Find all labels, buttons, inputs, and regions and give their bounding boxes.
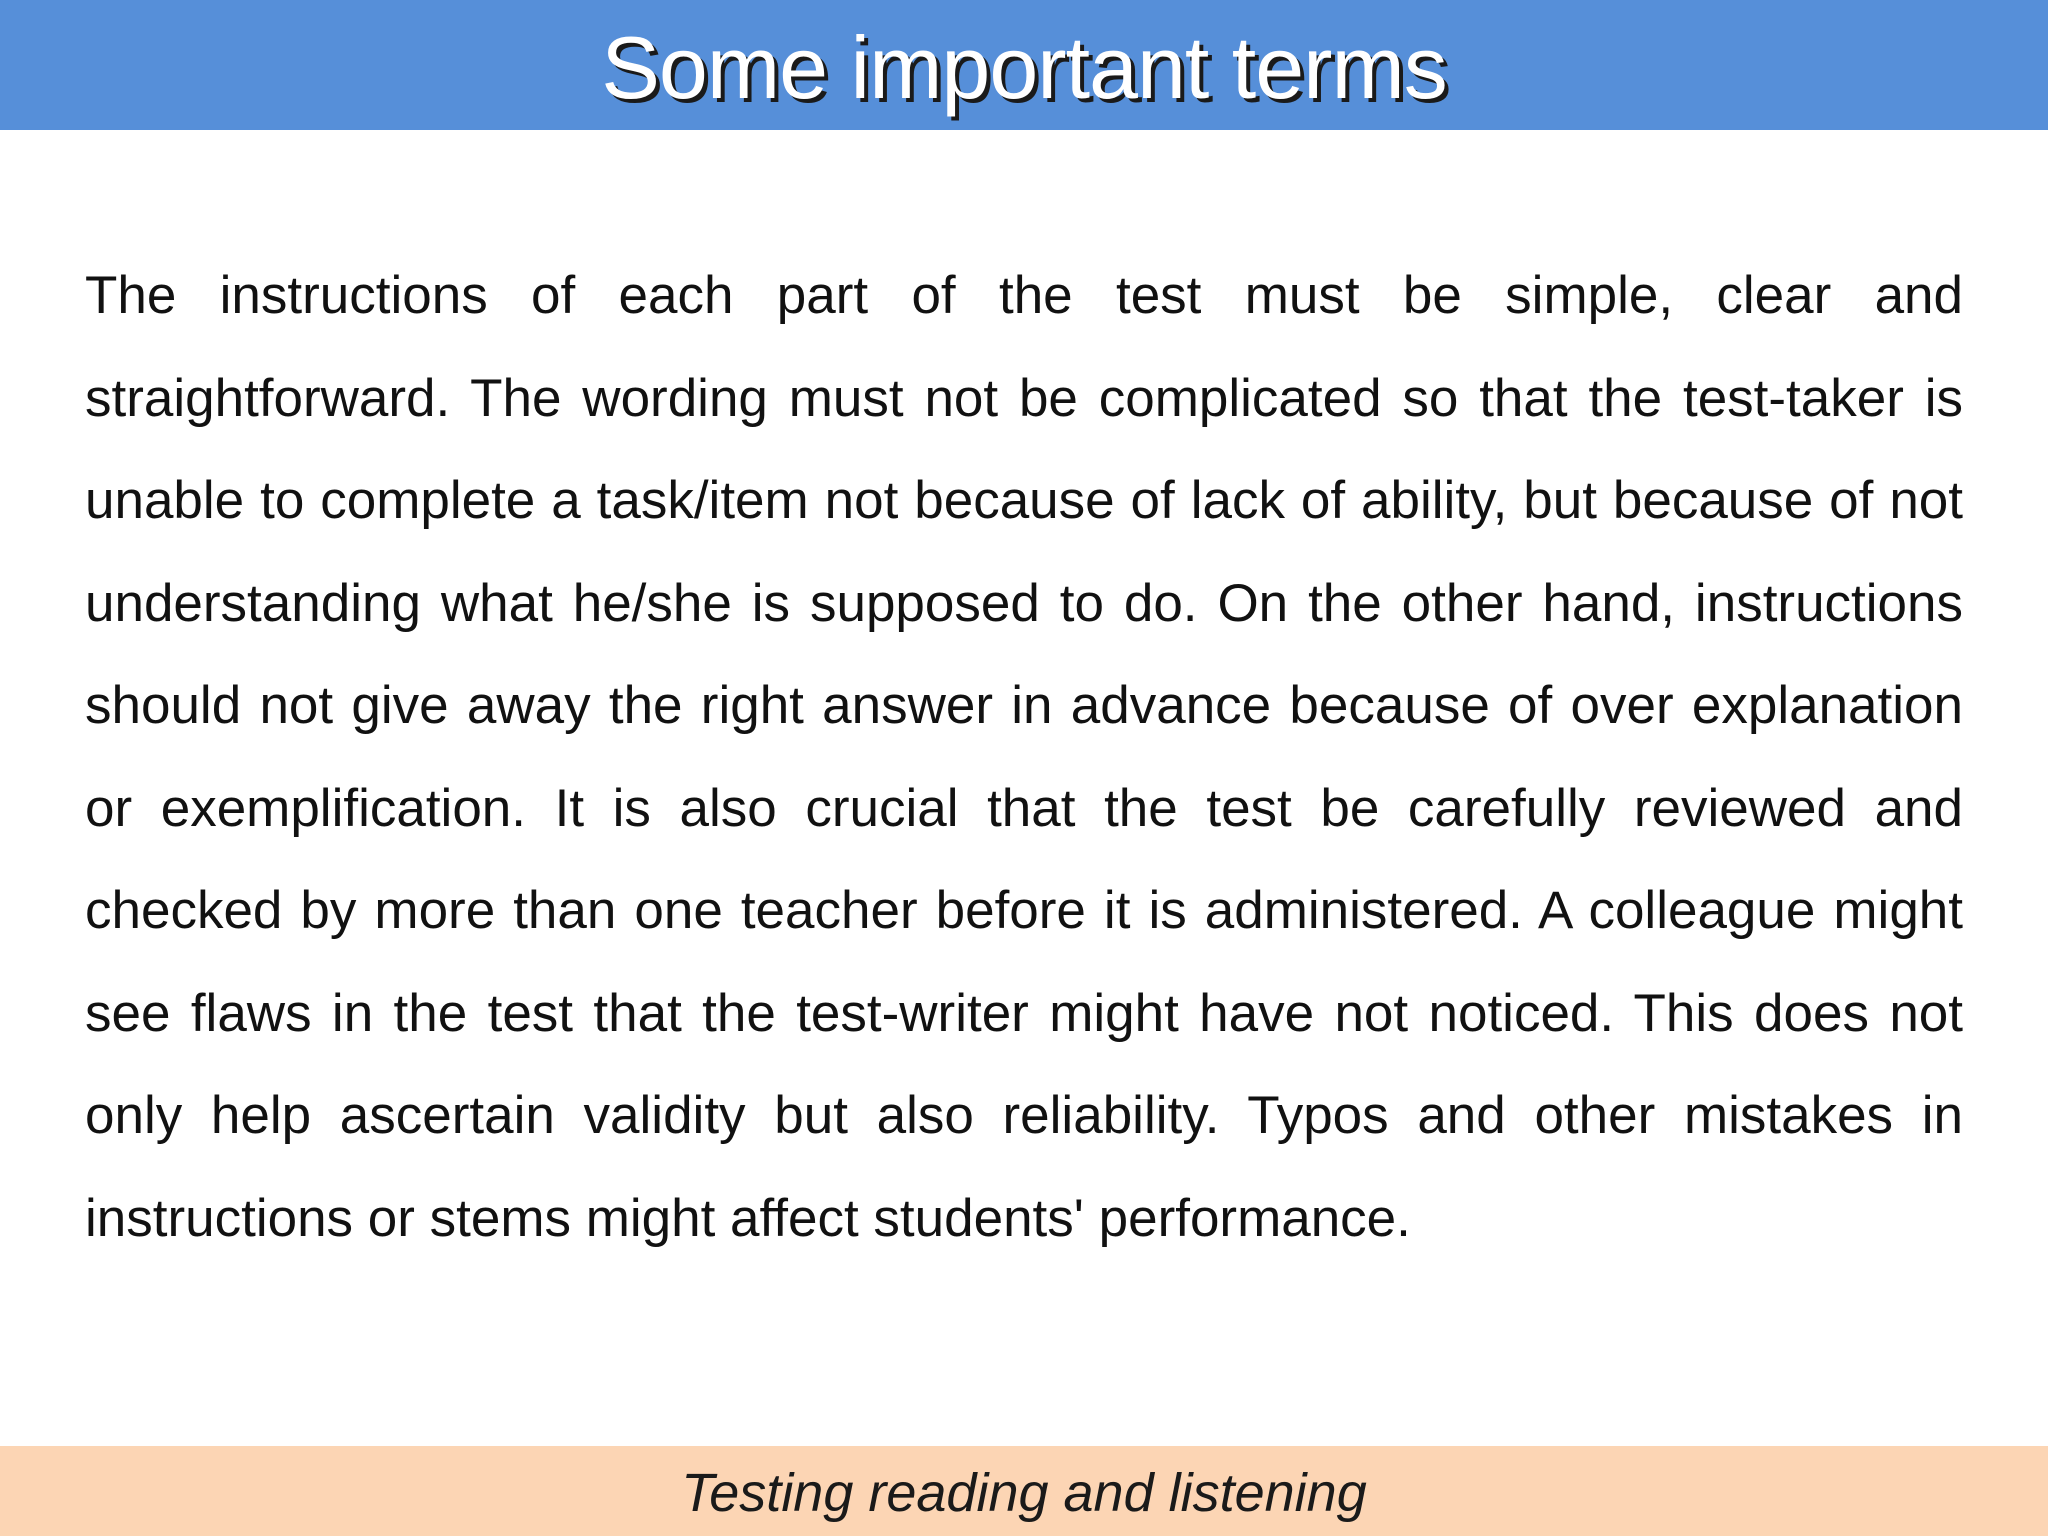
title-bar [0,0,2048,130]
slide-body-text: The instructions of each part of the test must be simple, clear and straightforward. The wording must not be complicated so that the test-taker is unable to complete a task/item not because of lack of ability, but because of not understanding what he/she is supposed to do. On the other hand, instructions should not give away the right answer in advance because of over explanation or exemplification. It is also crucial that the test be carefully reviewed and checked by more than one teacher before it is administered. A colleague might see flaws in the test that the test-writer might have not noticed. This does not only help ascertain validity but also reliability. Typos and other mistakes in instructions or stems might affect students' performance. [85,266,1963,1248]
slide-title: Some important terms [601,18,1447,117]
footer-text: Testing reading and listening [681,1463,1367,1523]
footer-bar [0,1446,2048,1536]
